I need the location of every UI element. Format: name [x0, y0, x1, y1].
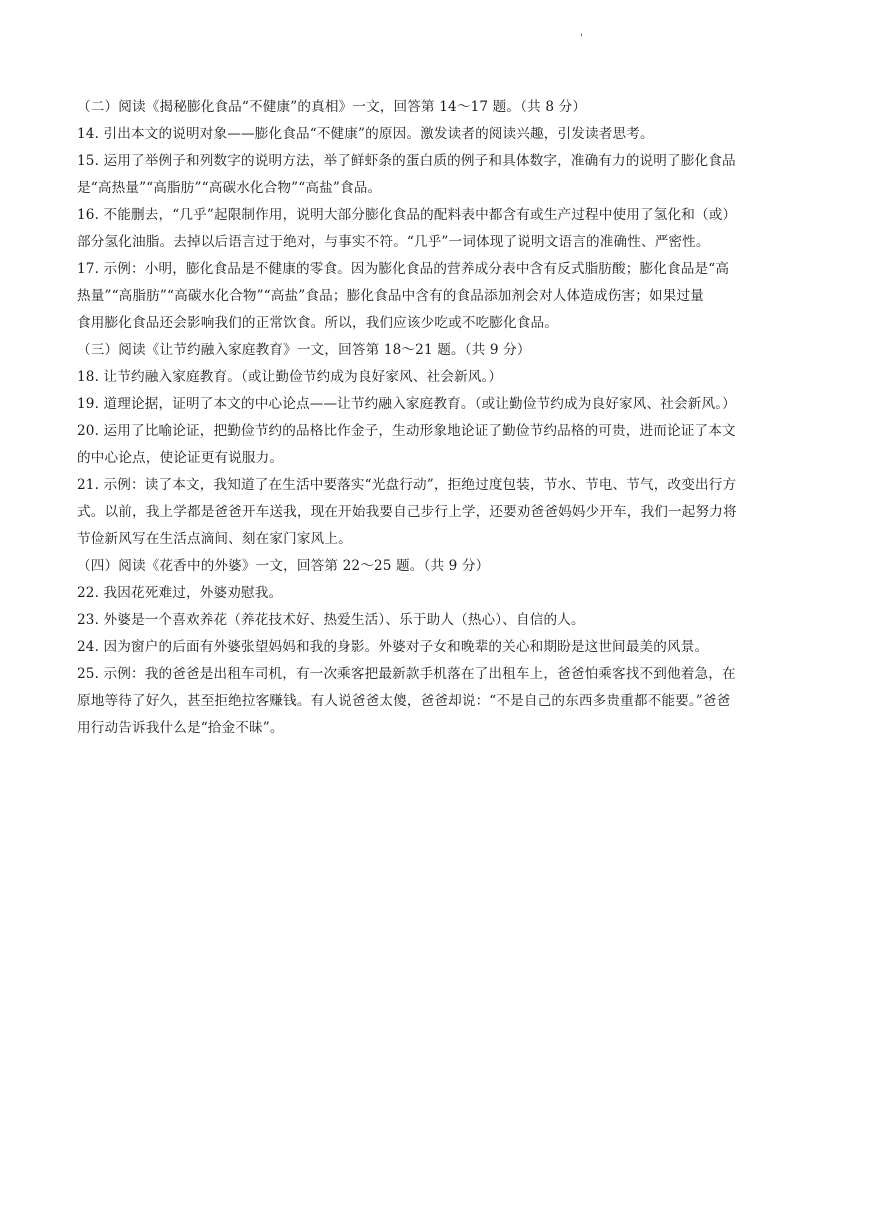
- section-heading-4: （四）阅读《花香中的外婆》一文，回答第 22～25 题。（共 9 分）: [77, 558, 490, 574]
- answer-25-line-1: 25. 示例：我的爸爸是出租车司机，有一次乘客把最新款手机落在了出租车上，爸爸怕乘客找不到他着急，在: [77, 666, 736, 682]
- page-mark: ': [580, 33, 583, 44]
- answer-15-line-1: 15. 运用了举例子和列数字的说明方法，举了鲜虾条的蛋白质的例子和具体数字，准确有力的说明了膨化食品: [77, 153, 736, 169]
- answer-17-line-1: 17. 示例：小明，膨化食品是不健康的零食。因为膨化食品的营养成分表中含有反式脂肪酸；膨化食品是“高: [77, 261, 730, 277]
- section-heading-2: （二）阅读《揭秘膨化食品“不健康”的真相》一文，回答第 14～17 题。（共 8 分）: [77, 99, 587, 115]
- answer-14: 14. 引出本文的说明对象——膨化食品“不健康”的原因。激发读者的阅读兴趣，引发读者思考。: [77, 126, 654, 142]
- answer-21-line-2: 式。以前，我上学都是爸爸开车送我，现在开始我要自己步行上学，还要劝爸爸妈妈少开车，我们一起努力将: [77, 504, 737, 520]
- answer-21-line-3: 节俭新风写在生活点滴间、刻在家门家风上。: [77, 531, 352, 547]
- answer-17-line-3: 食用膨化食品还会影响我们的正常饮食。所以，我们应该少吃或不吃膨化食品。: [77, 315, 559, 331]
- answer-18: 18. 让节约融入家庭教育。（或让勤俭节约成为良好家风、社会新风。）: [77, 369, 503, 385]
- answer-24: 24. 因为窗户的后面有外婆张望妈妈和我的身影。外婆对子女和晚辈的关心和期盼是这世间最美的风景。: [77, 639, 709, 655]
- answer-20-line-2: 的中心论点，使论证更有说服力。: [77, 450, 284, 466]
- answer-19: 19. 道理论据，证明了本文的中心论点——让节约融入家庭教育。（或让勤俭节约成为良好家风、社会新风。）: [77, 396, 736, 412]
- answer-22: 22. 我因花死难过，外婆劝慰我。: [77, 585, 283, 601]
- answer-16-line-1: 16. 不能删去，“几乎”起限制作用，说明大部分膨化食品的配料表中都含有或生产过程中使用了氢化和（或）: [77, 207, 737, 223]
- answer-23: 23. 外婆是一个喜欢养花（养花技术好、热爱生活）、乐于助人（热心）、自信的人。: [77, 612, 585, 628]
- answer-15-line-2: 是“高热量”“高脂肪”“高碳水化合物”“高盐”食品。: [77, 180, 382, 196]
- section-heading-3: （三）阅读《让节约融入家庭教育》一文，回答第 18～21 题。（共 9 分）: [77, 342, 531, 358]
- answer-25-line-3: 用行动告诉我什么是“拾金不昧”。: [77, 720, 284, 736]
- answer-text: [77, 94, 801, 742]
- answer-16-line-2: 部分氢化油脂。去掉以后语言过于绝对，与事实不符。“几乎”一词体现了说明文语言的准确性、严密性。: [77, 234, 710, 250]
- answer-17-line-2: 热量”“高脂肪”“高碳水化合物”“高盐”食品；膨化食品中含有的食品添加剂会对人体造成伤害；如果过量: [77, 288, 704, 304]
- answer-25-line-2: 原地等待了好久，甚至拒绝拉客赚钱。有人说爸爸太傻，爸爸却说：“不是自己的东西多贵重都不能要。”爸爸: [77, 693, 731, 709]
- answer-20-line-1: 20. 运用了比喻论证，把勤俭节约的品格比作金子，生动形象地论证了勤俭节约品格的可贵，进而论证了本文: [77, 423, 736, 439]
- answer-21-line-1: 21. 示例：读了本文，我知道了在生活中要落实“光盘行动”，拒绝过度包装，节水、节电、节气，改变出行方: [77, 477, 737, 493]
